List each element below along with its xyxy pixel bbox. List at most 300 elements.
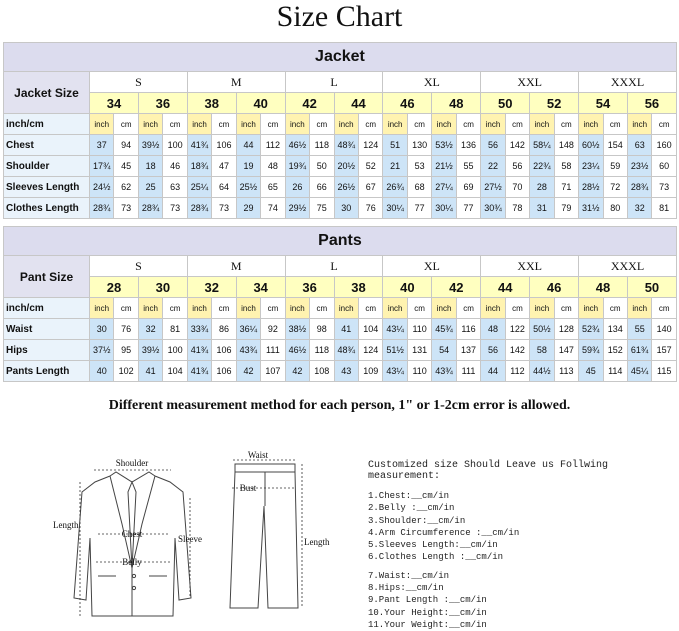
cm-value: 104 xyxy=(163,361,187,382)
size-letter: XXL xyxy=(481,72,579,93)
inch-value: 18¾ xyxy=(187,156,211,177)
pants-heading: Pants xyxy=(4,227,677,256)
size-letter: S xyxy=(90,72,188,93)
unit-cm-cell: cm xyxy=(212,298,236,319)
inch-value: 41¾ xyxy=(187,340,211,361)
inch-value: 28¾ xyxy=(627,177,651,198)
inch-value: 26½ xyxy=(334,177,358,198)
chest-label: Chest xyxy=(121,529,143,539)
inch-value: 40 xyxy=(90,361,114,382)
jacket-measurement-diagram xyxy=(50,448,215,628)
inch-value: 48 xyxy=(481,319,505,340)
size-label: Pant Size xyxy=(4,256,90,298)
unit-cm-cell: cm xyxy=(163,298,187,319)
size-number: 34 xyxy=(236,277,285,298)
size-number: 50 xyxy=(481,93,530,114)
inch-value: 19 xyxy=(236,156,260,177)
inch-value: 44 xyxy=(236,135,260,156)
inch-value: 61¾ xyxy=(627,340,651,361)
jacket-measurement-list xyxy=(368,490,673,564)
unit-inch-cell: inch xyxy=(579,114,603,135)
table-row xyxy=(4,361,677,382)
inch-value: 29 xyxy=(236,198,260,219)
inch-value: 44 xyxy=(481,361,505,382)
inch-value: 37½ xyxy=(90,340,114,361)
inch-value: 41 xyxy=(334,319,358,340)
inch-value: 31 xyxy=(530,198,554,219)
measurement-item: 6.Clothes Length :__cm/in xyxy=(368,552,504,563)
unit-cm-cell: cm xyxy=(407,298,431,319)
cm-value: 79 xyxy=(554,198,578,219)
inch-value: 23½ xyxy=(627,156,651,177)
unit-inch-cell: inch xyxy=(90,114,114,135)
unit-cm-cell: cm xyxy=(505,114,529,135)
unit-inch-cell: inch xyxy=(334,114,358,135)
cm-value: 52 xyxy=(358,156,382,177)
inch-value: 42 xyxy=(236,361,260,382)
unit-cm-cell: cm xyxy=(603,114,627,135)
inch-value: 39½ xyxy=(138,340,162,361)
cm-value: 100 xyxy=(163,340,187,361)
size-letter: XXXL xyxy=(579,256,677,277)
cm-value: 47 xyxy=(212,156,236,177)
inch-value: 28¾ xyxy=(90,198,114,219)
inch-value: 37 xyxy=(90,135,114,156)
pants-length-label: Length xyxy=(304,537,330,547)
inch-value: 52¾ xyxy=(579,319,603,340)
size-number: 48 xyxy=(579,277,628,298)
waist-label: Waist xyxy=(247,450,269,460)
inch-value: 56 xyxy=(481,340,505,361)
inch-value: 21 xyxy=(383,156,407,177)
unit-row-label: inch/cm xyxy=(4,298,90,319)
unit-inch-cell: inch xyxy=(187,298,211,319)
size-letter: XL xyxy=(383,72,481,93)
inch-value: 23¼ xyxy=(579,156,603,177)
table-row xyxy=(4,340,677,361)
cm-value: 108 xyxy=(310,361,334,382)
unit-inch-cell: inch xyxy=(236,298,260,319)
inch-value: 48¾ xyxy=(334,135,358,156)
row-label: Sleeves Length xyxy=(4,177,90,198)
unit-inch-cell: inch xyxy=(236,114,260,135)
cm-value: 73 xyxy=(163,198,187,219)
inch-value: 44½ xyxy=(530,361,554,382)
size-letter: XXL xyxy=(481,256,579,277)
unit-inch-cell: inch xyxy=(187,114,211,135)
unit-inch-cell: inch xyxy=(530,114,554,135)
inch-value: 54 xyxy=(432,340,456,361)
size-letter: XXXL xyxy=(579,72,677,93)
size-number: 36 xyxy=(285,277,334,298)
cm-value: 128 xyxy=(554,319,578,340)
inch-value: 45¾ xyxy=(432,319,456,340)
inch-value: 27½ xyxy=(481,177,505,198)
custom-measurement-instructions xyxy=(368,460,673,631)
cm-value: 76 xyxy=(114,319,138,340)
cm-value: 152 xyxy=(603,340,627,361)
cm-value: 81 xyxy=(163,319,187,340)
measurement-item: 11.Your Weight:__cm/in xyxy=(368,619,487,630)
size-number: 38 xyxy=(334,277,383,298)
measurement-item: 10.Your Height:__cm/in xyxy=(368,607,487,618)
inch-value: 43¼ xyxy=(383,361,407,382)
inch-value: 32 xyxy=(627,198,651,219)
cm-value: 86 xyxy=(212,319,236,340)
table-row xyxy=(4,156,677,177)
unit-inch-cell: inch xyxy=(627,298,651,319)
cm-value: 66 xyxy=(310,177,334,198)
unit-cm-cell: cm xyxy=(114,298,138,319)
size-letter: L xyxy=(285,72,383,93)
cm-value: 102 xyxy=(114,361,138,382)
unit-inch-cell: inch xyxy=(138,298,162,319)
unit-inch-cell: inch xyxy=(383,298,407,319)
unit-cm-cell: cm xyxy=(358,114,382,135)
unit-cm-cell: cm xyxy=(163,114,187,135)
cm-value: 109 xyxy=(358,361,382,382)
cm-value: 69 xyxy=(456,177,480,198)
cm-value: 55 xyxy=(456,156,480,177)
pants-measurement-list xyxy=(368,570,673,631)
cm-value: 77 xyxy=(407,198,431,219)
inch-value: 55 xyxy=(627,319,651,340)
cm-value: 148 xyxy=(554,135,578,156)
inch-value: 27¼ xyxy=(432,177,456,198)
measurement-item: 4.Arm Circumference :__cm/in xyxy=(368,527,520,538)
jacket-heading: Jacket xyxy=(4,43,677,72)
unit-inch-cell: inch xyxy=(481,114,505,135)
unit-inch-cell: inch xyxy=(383,114,407,135)
inch-value: 58 xyxy=(530,340,554,361)
cm-value: 48 xyxy=(261,156,285,177)
inch-value: 51 xyxy=(383,135,407,156)
inch-value: 18 xyxy=(138,156,162,177)
inch-value: 45 xyxy=(579,361,603,382)
cm-value: 63 xyxy=(163,177,187,198)
cm-value: 45 xyxy=(114,156,138,177)
unit-cm-cell: cm xyxy=(212,114,236,135)
row-label: Hips xyxy=(4,340,90,361)
inch-value: 25 xyxy=(138,177,162,198)
size-label: Jacket Size xyxy=(4,72,90,114)
inch-value: 36¼ xyxy=(236,319,260,340)
inch-value: 28½ xyxy=(579,177,603,198)
row-label: Clothes Length xyxy=(4,198,90,219)
cm-value: 75 xyxy=(310,198,334,219)
inch-value: 22¾ xyxy=(530,156,554,177)
measurement-item: 8.Hips:__cm/in xyxy=(368,583,444,594)
table-row xyxy=(4,198,677,219)
inch-value: 41 xyxy=(138,361,162,382)
unit-inch-cell: inch xyxy=(432,298,456,319)
size-number: 50 xyxy=(627,277,676,298)
cm-value: 110 xyxy=(407,361,431,382)
page-title: Size Chart xyxy=(276,0,403,33)
inch-value: 26 xyxy=(285,177,309,198)
inch-value: 58¼ xyxy=(530,135,554,156)
cm-value: 46 xyxy=(163,156,187,177)
inch-value: 28¾ xyxy=(187,198,211,219)
size-number: 56 xyxy=(627,93,676,114)
instructions-intro: Customized size Should Leave us Follwing measurement: xyxy=(368,460,609,482)
cm-value: 112 xyxy=(261,135,285,156)
inch-value: 20½ xyxy=(334,156,358,177)
inch-value: 46½ xyxy=(285,135,309,156)
cm-value: 106 xyxy=(212,361,236,382)
inch-value: 22 xyxy=(481,156,505,177)
inch-value: 48¾ xyxy=(334,340,358,361)
inch-value: 30 xyxy=(90,319,114,340)
inch-value: 45¼ xyxy=(627,361,651,382)
size-letter: XL xyxy=(383,256,481,277)
inch-value: 43 xyxy=(334,361,358,382)
cm-value: 81 xyxy=(652,198,677,219)
cm-value: 134 xyxy=(603,319,627,340)
unit-cm-cell: cm xyxy=(603,298,627,319)
cm-value: 154 xyxy=(603,135,627,156)
cm-value: 118 xyxy=(310,340,334,361)
size-number: 40 xyxy=(383,277,432,298)
size-number: 52 xyxy=(530,93,579,114)
size-number: 48 xyxy=(432,93,481,114)
inch-value: 43¼ xyxy=(383,319,407,340)
unit-inch-cell: inch xyxy=(530,298,554,319)
unit-inch-cell: inch xyxy=(627,114,651,135)
cm-value: 137 xyxy=(456,340,480,361)
cm-value: 74 xyxy=(261,198,285,219)
unit-cm-cell: cm xyxy=(652,114,677,135)
inch-value: 50½ xyxy=(530,319,554,340)
size-number: 34 xyxy=(90,93,139,114)
cm-value: 72 xyxy=(603,177,627,198)
unit-inch-cell: inch xyxy=(432,114,456,135)
measurement-item: 9.Pant Length :__cm/in xyxy=(368,595,487,606)
inch-value: 56 xyxy=(481,135,505,156)
cm-value: 131 xyxy=(407,340,431,361)
table-row xyxy=(4,177,677,198)
unit-inch-cell: inch xyxy=(285,114,309,135)
cm-value: 111 xyxy=(456,361,480,382)
jacket-size-table xyxy=(3,42,677,219)
measurement-item: 7.Waist:__cm/in xyxy=(368,570,450,581)
inch-value: 63 xyxy=(627,135,651,156)
unit-inch-cell: inch xyxy=(138,114,162,135)
bust-label: Bust xyxy=(239,483,257,493)
cm-value: 73 xyxy=(212,198,236,219)
size-number: 30 xyxy=(138,277,187,298)
unit-cm-cell: cm xyxy=(407,114,431,135)
unit-inch-cell: inch xyxy=(579,298,603,319)
unit-row-label: inch/cm xyxy=(4,114,90,135)
cm-value: 157 xyxy=(652,340,677,361)
inch-value: 53½ xyxy=(432,135,456,156)
inch-value: 28 xyxy=(530,177,554,198)
inch-value: 28¾ xyxy=(138,198,162,219)
cm-value: 73 xyxy=(652,177,677,198)
inch-value: 30¾ xyxy=(481,198,505,219)
cm-value: 56 xyxy=(505,156,529,177)
inch-value: 19¾ xyxy=(285,156,309,177)
unit-cm-cell: cm xyxy=(505,298,529,319)
unit-cm-cell: cm xyxy=(114,114,138,135)
cm-value: 110 xyxy=(407,319,431,340)
row-label: Pants Length xyxy=(4,361,90,382)
row-label: Chest xyxy=(4,135,90,156)
cm-value: 53 xyxy=(407,156,431,177)
inch-value: 32 xyxy=(138,319,162,340)
shoulder-label: Shoulder xyxy=(115,458,149,468)
unit-cm-cell: cm xyxy=(261,298,285,319)
cm-value: 59 xyxy=(603,156,627,177)
pants-measurement-diagram xyxy=(220,448,335,620)
inch-value: 30 xyxy=(334,198,358,219)
size-number: 46 xyxy=(383,93,432,114)
inch-value: 25¼ xyxy=(187,177,211,198)
unit-cm-cell: cm xyxy=(554,114,578,135)
unit-cm-cell: cm xyxy=(310,298,334,319)
cm-value: 50 xyxy=(310,156,334,177)
cm-value: 118 xyxy=(310,135,334,156)
cm-value: 58 xyxy=(554,156,578,177)
inch-value: 17¾ xyxy=(90,156,114,177)
cm-value: 76 xyxy=(358,198,382,219)
inch-value: 59¾ xyxy=(579,340,603,361)
cm-value: 78 xyxy=(505,198,529,219)
inch-value: 33¾ xyxy=(187,319,211,340)
table-row xyxy=(4,319,677,340)
cm-value: 73 xyxy=(114,198,138,219)
measurement-item: 5.Sleeves Length:__cm/in xyxy=(368,540,498,551)
cm-value: 64 xyxy=(212,177,236,198)
size-number: 44 xyxy=(334,93,383,114)
cm-value: 104 xyxy=(358,319,382,340)
inch-value: 43¾ xyxy=(236,340,260,361)
belly-label: Belly xyxy=(122,557,142,567)
measurement-item: 3.Shoulder:__cm/in xyxy=(368,515,466,526)
cm-value: 92 xyxy=(261,319,285,340)
cm-value: 130 xyxy=(407,135,431,156)
unit-inch-cell: inch xyxy=(90,298,114,319)
cm-value: 112 xyxy=(505,361,529,382)
cm-value: 77 xyxy=(456,198,480,219)
measurement-note: Different measurement method for each person, 1" or 1-2cm error is allowed. xyxy=(108,398,571,413)
inch-value: 60½ xyxy=(579,135,603,156)
unit-cm-cell: cm xyxy=(652,298,677,319)
inch-value: 43¾ xyxy=(432,361,456,382)
cm-value: 107 xyxy=(261,361,285,382)
measurement-item: 2.Belly :__cm/in xyxy=(368,503,455,514)
size-number: 40 xyxy=(236,93,285,114)
size-number: 32 xyxy=(187,277,236,298)
cm-value: 100 xyxy=(163,135,187,156)
unit-cm-cell: cm xyxy=(310,114,334,135)
pants-size-table xyxy=(3,226,677,382)
cm-value: 94 xyxy=(114,135,138,156)
size-number: 36 xyxy=(138,93,187,114)
size-letter: M xyxy=(187,72,285,93)
row-label: Shoulder xyxy=(4,156,90,177)
size-number: 28 xyxy=(90,277,139,298)
cm-value: 62 xyxy=(114,177,138,198)
jacket-length-label: Length xyxy=(53,520,79,530)
inch-value: 42 xyxy=(285,361,309,382)
inch-value: 46½ xyxy=(285,340,309,361)
cm-value: 122 xyxy=(505,319,529,340)
size-number: 54 xyxy=(579,93,628,114)
unit-cm-cell: cm xyxy=(358,298,382,319)
inch-value: 38½ xyxy=(285,319,309,340)
cm-value: 136 xyxy=(456,135,480,156)
inch-value: 26¾ xyxy=(383,177,407,198)
inch-value: 41¾ xyxy=(187,361,211,382)
sleeve-label: Sleeve xyxy=(178,534,202,544)
cm-value: 80 xyxy=(603,198,627,219)
unit-inch-cell: inch xyxy=(334,298,358,319)
inch-value: 31½ xyxy=(579,198,603,219)
size-letter: M xyxy=(187,256,285,277)
cm-value: 98 xyxy=(310,319,334,340)
cm-value: 116 xyxy=(456,319,480,340)
cm-value: 142 xyxy=(505,340,529,361)
cm-value: 142 xyxy=(505,135,529,156)
unit-cm-cell: cm xyxy=(456,298,480,319)
table-row xyxy=(4,135,677,156)
cm-value: 106 xyxy=(212,340,236,361)
size-letter: L xyxy=(285,256,383,277)
inch-value: 24½ xyxy=(90,177,114,198)
unit-cm-cell: cm xyxy=(456,114,480,135)
unit-inch-cell: inch xyxy=(285,298,309,319)
cm-value: 115 xyxy=(652,361,677,382)
cm-value: 147 xyxy=(554,340,578,361)
cm-value: 65 xyxy=(261,177,285,198)
cm-value: 124 xyxy=(358,135,382,156)
size-number: 38 xyxy=(187,93,236,114)
cm-value: 60 xyxy=(652,156,677,177)
inch-value: 51½ xyxy=(383,340,407,361)
inch-value: 30¼ xyxy=(432,198,456,219)
inch-value: 30¼ xyxy=(383,198,407,219)
inch-value: 39½ xyxy=(138,135,162,156)
unit-inch-cell: inch xyxy=(481,298,505,319)
inch-value: 29½ xyxy=(285,198,309,219)
cm-value: 160 xyxy=(652,135,677,156)
cm-value: 67 xyxy=(358,177,382,198)
size-number: 42 xyxy=(432,277,481,298)
unit-cm-cell: cm xyxy=(261,114,285,135)
unit-cm-cell: cm xyxy=(554,298,578,319)
measurement-item: 1.Chest:__cm/in xyxy=(368,491,450,501)
size-number: 42 xyxy=(285,93,334,114)
cm-value: 95 xyxy=(114,340,138,361)
cm-value: 106 xyxy=(212,135,236,156)
cm-value: 70 xyxy=(505,177,529,198)
cm-value: 68 xyxy=(407,177,431,198)
cm-value: 113 xyxy=(554,361,578,382)
row-label: Waist xyxy=(4,319,90,340)
cm-value: 140 xyxy=(652,319,677,340)
cm-value: 114 xyxy=(603,361,627,382)
inch-value: 41¾ xyxy=(187,135,211,156)
size-number: 44 xyxy=(481,277,530,298)
cm-value: 71 xyxy=(554,177,578,198)
size-number: 46 xyxy=(530,277,579,298)
cm-value: 111 xyxy=(261,340,285,361)
inch-value: 25½ xyxy=(236,177,260,198)
inch-value: 21½ xyxy=(432,156,456,177)
size-letter: S xyxy=(90,256,188,277)
